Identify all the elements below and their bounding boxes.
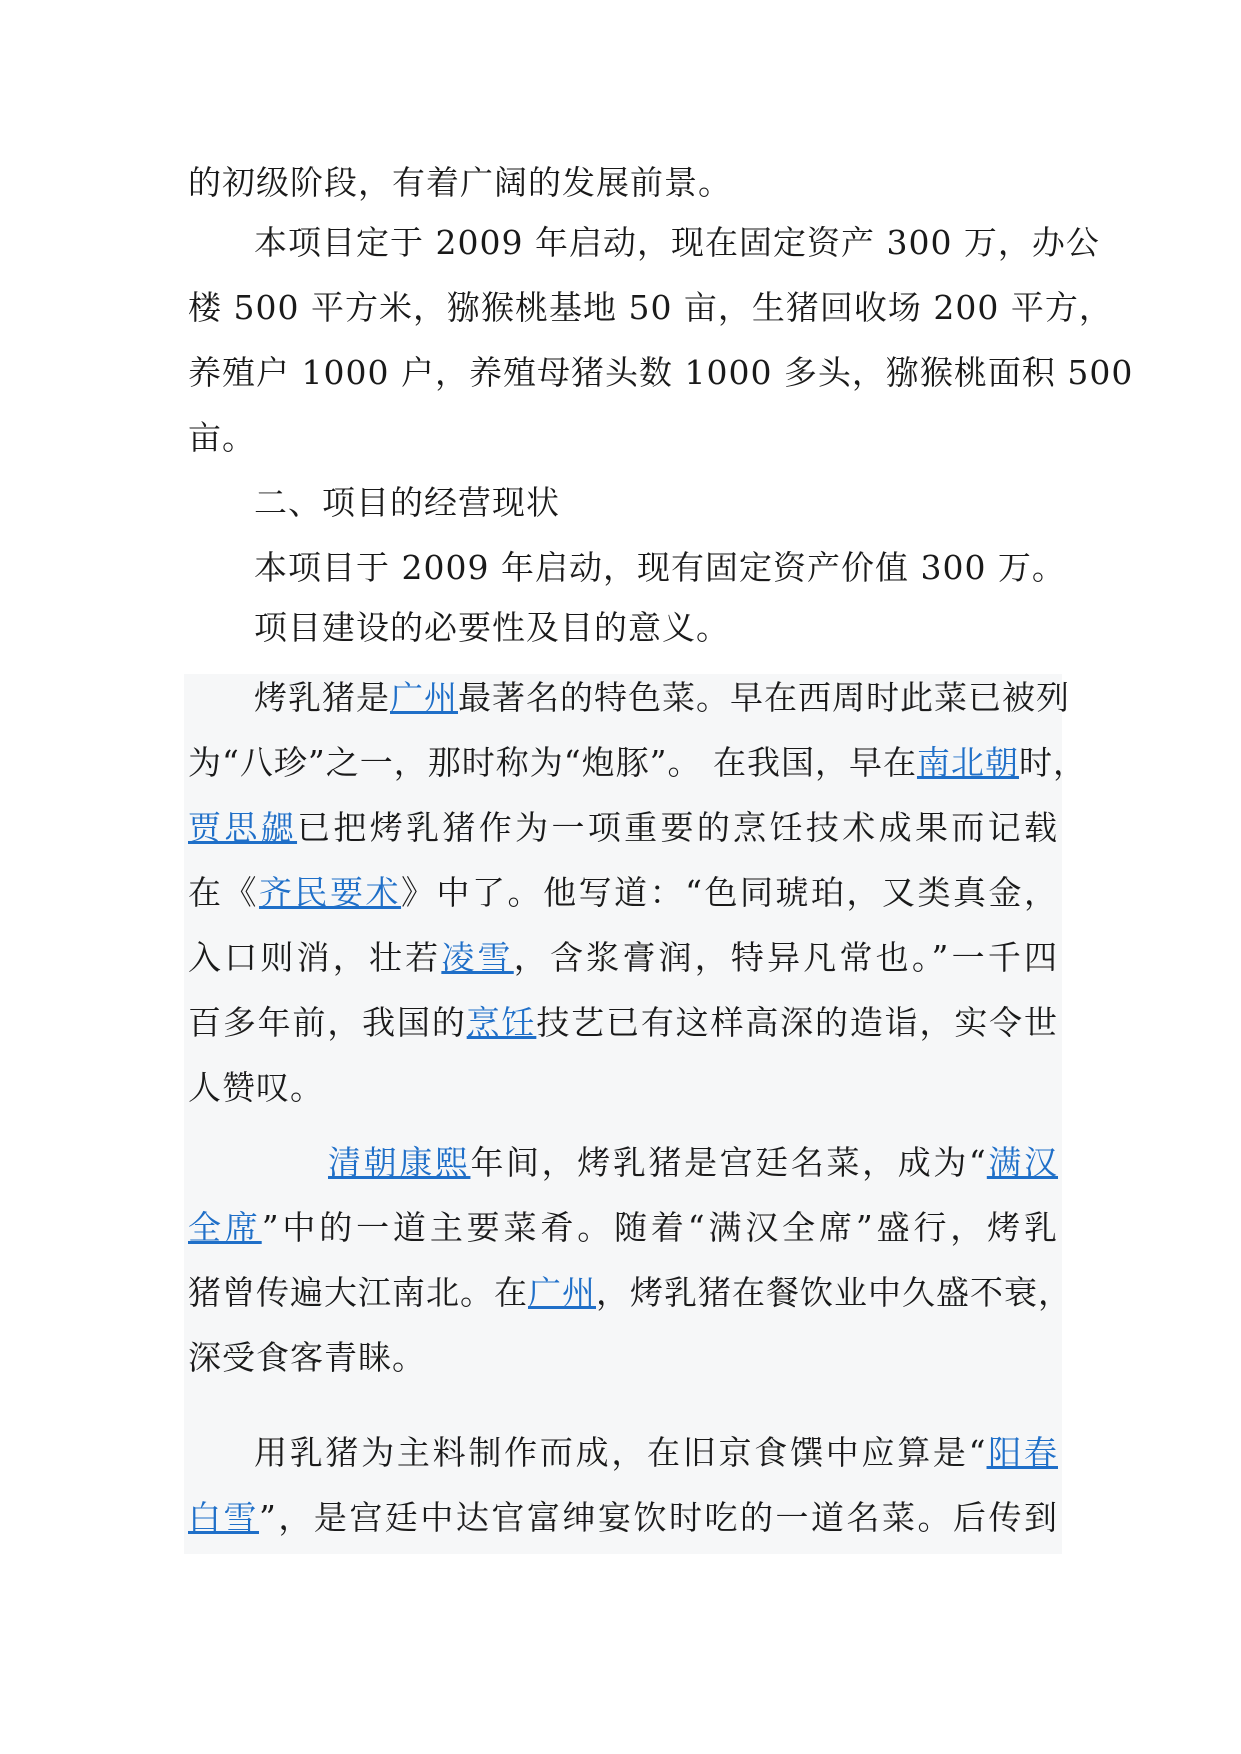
text-line bbox=[188, 1420, 1058, 1485]
text-line: 深受食客青睐。 bbox=[188, 1338, 426, 1377]
paragraph-continuation bbox=[188, 150, 1058, 215]
text-line bbox=[188, 1195, 1058, 1260]
link-guangzhou-2[interactable]: 广州 bbox=[528, 1273, 596, 1312]
text-run: ”中的一道主要菜肴。随着“满汉全席”盛行，烤乳 bbox=[261, 1208, 1058, 1247]
link-nanbeichao[interactable]: 南北朝 bbox=[916, 743, 1019, 782]
link-baixue[interactable]: 白雪 bbox=[188, 1498, 260, 1537]
text-run: 》中了。他写道：“色同琥珀，又类真金， bbox=[401, 873, 1059, 912]
link-guangzhou[interactable]: 广州 bbox=[390, 678, 458, 717]
paragraph-status bbox=[188, 535, 1066, 600]
text-line: 的初级阶段，有着广阔的发展前景。 bbox=[188, 163, 732, 202]
text-line bbox=[188, 925, 1058, 990]
text-run: 已把烤乳猪作为一项重要的烹饪技术成果而记载 bbox=[297, 808, 1059, 847]
paragraph-ingredients bbox=[188, 1420, 1058, 1550]
paragraph-qing-dynasty bbox=[188, 1130, 1072, 1390]
link-pengren[interactable]: 烹饪 bbox=[466, 1003, 537, 1042]
link-quanxi[interactable]: 全席 bbox=[188, 1208, 262, 1247]
text-run: 用乳猪为主料制作而成，在旧京食馔中应算是“ bbox=[254, 1433, 987, 1472]
text-run: 猪曾传遍大江南北。在 bbox=[188, 1273, 528, 1312]
link-lingxue[interactable]: 凌雪 bbox=[441, 938, 514, 977]
text-line bbox=[188, 1130, 1058, 1195]
text-line bbox=[188, 665, 1070, 730]
text-run: ”，是宫廷中达官富绅宴饮时吃的一道名菜。后传到 bbox=[259, 1498, 1059, 1537]
link-jia-sixie[interactable]: 贾思勰 bbox=[188, 808, 298, 847]
section-heading bbox=[188, 470, 1058, 535]
link-yangchun[interactable]: 阳春 bbox=[986, 1433, 1058, 1472]
link-manhan[interactable]: 满汉 bbox=[986, 1143, 1059, 1182]
text-line: 本项目定于 2009 年启动，现在固定资产 300 万，办公 bbox=[254, 223, 1100, 262]
heading-text: 二、项目的经营现状 bbox=[254, 483, 560, 522]
text-run: 时， bbox=[1018, 743, 1087, 782]
text-run: 技艺已有这样高深的造诣，实令世 bbox=[536, 1003, 1059, 1042]
text-line: 项目建设的必要性及目的意义。 bbox=[254, 608, 730, 647]
text-line: 亩。 bbox=[188, 418, 256, 457]
text-line bbox=[188, 730, 1087, 795]
text-run: 入口则消，壮若 bbox=[188, 938, 442, 977]
text-run: 最著名的特色菜。早在西周时此菜已被列 bbox=[458, 678, 1070, 717]
text-line: 楼 500 平方米，猕猴桃基地 50 亩，生猪回收场 200 平方， bbox=[188, 288, 1113, 327]
text-line: 养殖户 1000 户，养殖母猪头数 1000 多头，猕猴桃面积 500 bbox=[188, 353, 1134, 392]
text-line bbox=[188, 860, 1058, 925]
link-qing-kangxi[interactable]: 清朝康熙 bbox=[328, 1143, 471, 1182]
text-run: 年间，烤乳猪是宫廷名菜，成为“ bbox=[470, 1143, 987, 1182]
text-run: 在《 bbox=[188, 873, 260, 912]
text-line: 人赞叹。 bbox=[188, 1068, 324, 1107]
text-line bbox=[188, 1485, 1058, 1550]
text-run: ，含浆膏润，特异凡常也。”一千四 bbox=[513, 938, 1059, 977]
text-run: 为“八珍”之一，那时称为“炮豚”。 在我国，早在 bbox=[188, 743, 917, 782]
text-line bbox=[188, 795, 1058, 860]
text-run: 烤乳猪是 bbox=[254, 678, 390, 717]
paragraph-roast-pig-history bbox=[188, 665, 1087, 1120]
text-run: ，烤乳猪在餐饮业中久盛不衰， bbox=[596, 1273, 1072, 1312]
text-line bbox=[188, 990, 1058, 1055]
link-qimin-yaoshu[interactable]: 齐民要术 bbox=[259, 873, 402, 912]
paragraph-necessity bbox=[188, 595, 1058, 660]
text-run: 百多年前，我国的 bbox=[188, 1003, 467, 1042]
text-line: 本项目于 2009 年启动，现有固定资产价值 300 万。 bbox=[254, 548, 1066, 587]
paragraph-project-start bbox=[188, 210, 1134, 470]
text-line bbox=[188, 1260, 1072, 1325]
